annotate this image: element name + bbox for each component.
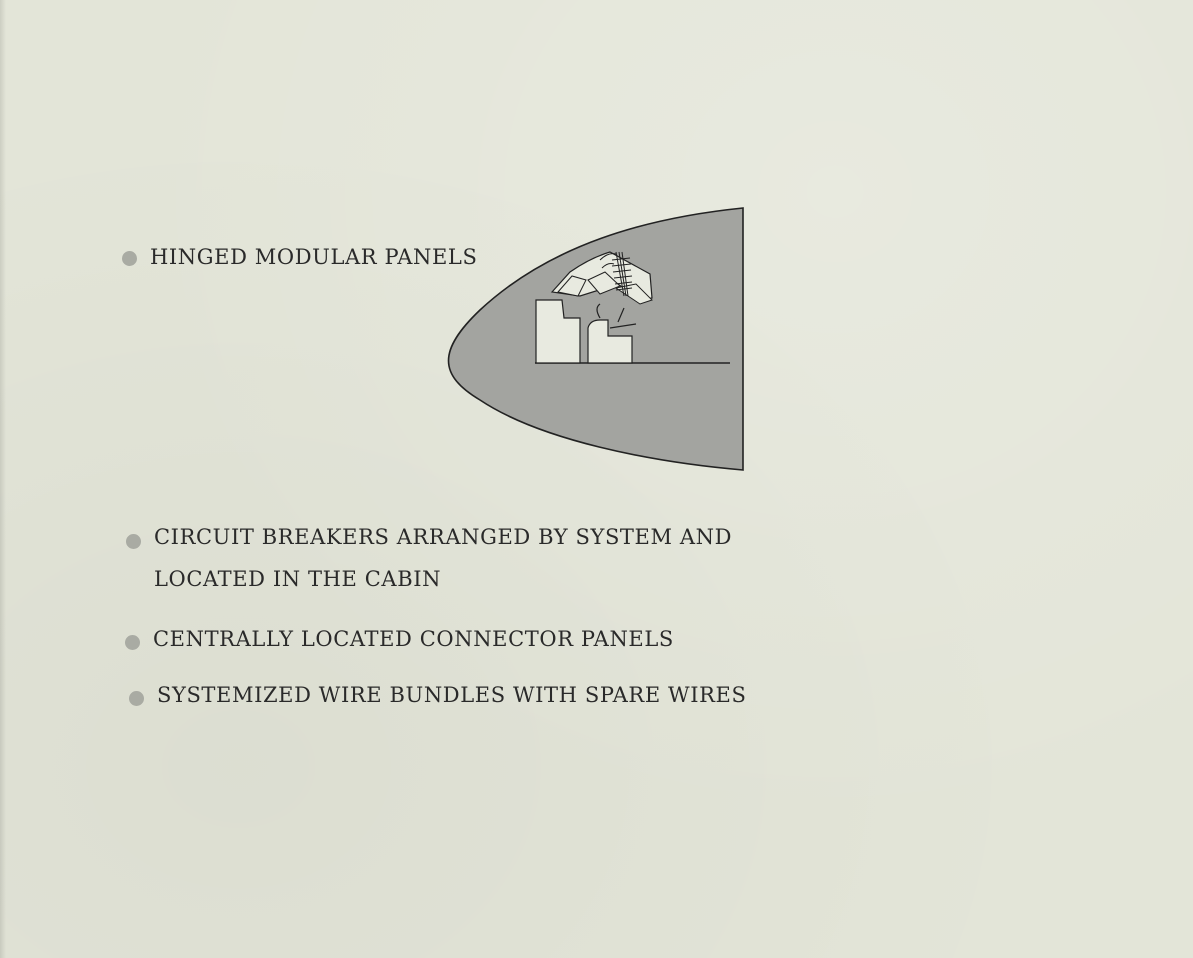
bullet-text-line: SYSTEMIZED WIRE BUNDLES WITH SPARE WIRES [157, 683, 747, 707]
bullet-dot-icon [122, 251, 137, 266]
bullet-text-line: CENTRALLY LOCATED CONNECTOR PANELS [153, 627, 674, 651]
page-edge-shadow [0, 0, 6, 958]
bullet-text-line: LOCATED IN THE CABIN [154, 567, 442, 591]
bullet-item-wire-bundles [129, 674, 746, 716]
bullet-dot-icon [129, 691, 144, 706]
bullet-text-line: CIRCUIT BREAKERS ARRANGED BY SYSTEM AND [154, 525, 733, 549]
bullet-item-connector-panels [125, 618, 674, 660]
bullet-text [153, 618, 674, 660]
bullet-text [154, 516, 732, 600]
bullet-text [157, 674, 746, 716]
aircraft-nose-illustration [440, 200, 750, 475]
bullet-item-hinged-panels [122, 236, 477, 278]
bullet-text-line: HINGED MODULAR PANELS [150, 245, 478, 269]
bullet-dot-icon [125, 635, 140, 650]
bullet-text [150, 236, 477, 278]
bullet-item-circuit-breakers [126, 516, 732, 600]
bullet-dot-icon [126, 534, 141, 549]
